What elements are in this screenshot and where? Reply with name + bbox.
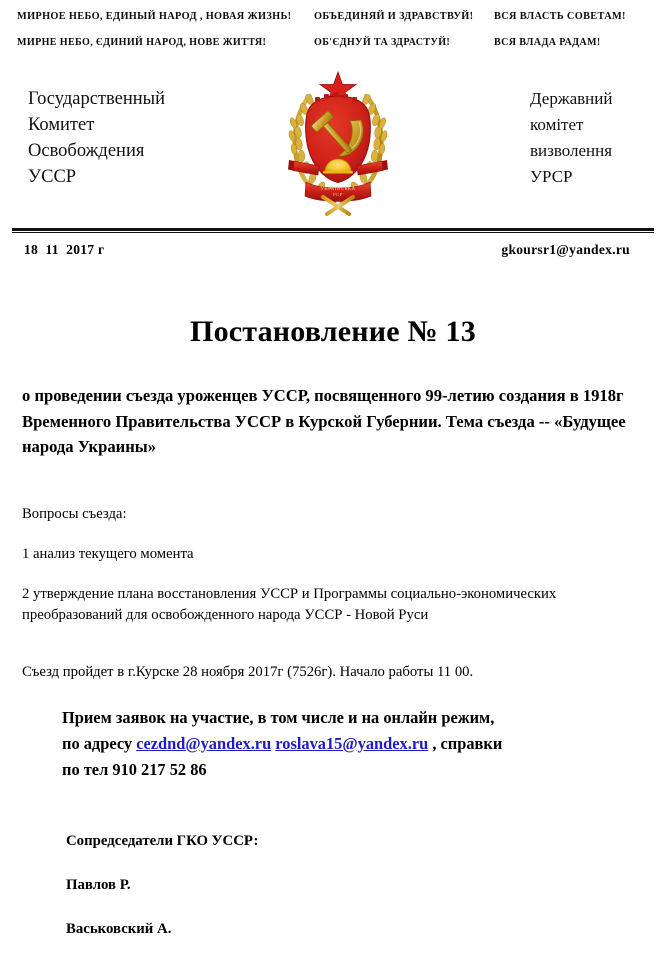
agenda-item-1: 1 анализ текущего момента	[22, 545, 194, 562]
org-right-line-2: комітет	[530, 115, 584, 134]
org-left-line-1: Государственный	[28, 89, 165, 109]
document-subtitle: о проведении съезда уроженцев УССР, посвященного 99-летию создания в 1918г Временного Правительства УССР в Курской Губернии. Тема съезда -- «Будущее народа Украины»	[22, 386, 626, 456]
ribbon-bottom	[305, 182, 371, 201]
org-left-line-2: Комитет	[28, 115, 95, 135]
slogan-ukrainian-part2: ОБ'ЄДНУЙ ТА ЗДРАСТУЙ!	[314, 37, 451, 48]
slogan-ukrainian-part3: ВСЯ ВЛАДА РАДАМ!	[494, 37, 601, 48]
application-line-1: Прием заявок на участие, в том числе и на онлайн режим,	[62, 707, 495, 727]
slogan-row-russian	[0, 11, 666, 22]
slogan-russian-part1: МИРНОЕ НЕБО, ЕДИНЫЙ НАРОД , НОВАЯ ЖИЗНЬ!	[17, 11, 292, 22]
org-left-line-4: УССР	[28, 167, 77, 187]
email-link-primary[interactable]: cezdnd@yandex.ru	[136, 733, 272, 753]
email-link-secondary[interactable]: roslava15@yandex.ru	[275, 733, 429, 753]
page-title: Постановление № 13	[190, 315, 476, 348]
org-left-line-3: Освобождения	[28, 141, 145, 161]
slogan-ukrainian-part1: МИРНЕ НЕБО, ЄДИНИЙ НАРОД, НОВЕ ЖИТТЯ!	[17, 37, 267, 48]
org-right-line-1: Державний	[530, 89, 613, 108]
coat-of-arms-svg	[286, 68, 390, 218]
application-phone: по тел 910 217 52 86	[62, 759, 207, 779]
slogan-row-ukrainian	[0, 37, 666, 48]
meta-row	[0, 233, 666, 258]
coat-of-arms-icon	[286, 68, 390, 218]
slogan-russian-part3: ВСЯ ВЛАСТЬ СОВЕТАМ!	[494, 11, 626, 22]
slogan-russian-part2: ОБЪЕДИНЯЙ И ЗДРАВСТВУЙ!	[314, 11, 474, 22]
slogan-banner	[0, 0, 666, 48]
application-address-suffix: , справки	[432, 733, 503, 753]
organization-name-russian	[28, 86, 258, 190]
application-address-prefix: по адресу	[62, 733, 133, 753]
svg-text:УКРАIНСЬКА: УКРАIНСЬКА	[320, 187, 356, 192]
document-date: 18 11 2017 г	[24, 242, 105, 257]
agenda-section	[22, 504, 644, 626]
signatory-2: Васьковский А.	[66, 920, 172, 937]
organization-name-ukrainian	[530, 86, 666, 190]
agenda-item-2: 2 утверждение плана восстановления УССР и Программы социально-экономических преобразований для освобожденного народа УССР - Новой Руси	[22, 585, 557, 623]
masthead	[0, 64, 666, 224]
org-right-line-4: УРСР	[530, 167, 573, 186]
venue-info: Съезд пройдет в г.Курске 28 ноября 2017г (7526г). Начало работы 11 00.	[22, 663, 474, 680]
signature-section	[66, 831, 644, 939]
contact-email: gkoursr1@yandex.ru	[501, 242, 630, 257]
org-right-line-3: визволення	[530, 141, 613, 160]
agenda-heading: Вопросы съезда:	[22, 505, 127, 522]
signatory-1: Павлов Р.	[66, 876, 131, 893]
signature-heading: Сопредседатели ГКО УССР:	[66, 832, 259, 849]
application-section	[62, 705, 644, 783]
svg-text:РСР: РСР	[333, 192, 343, 197]
